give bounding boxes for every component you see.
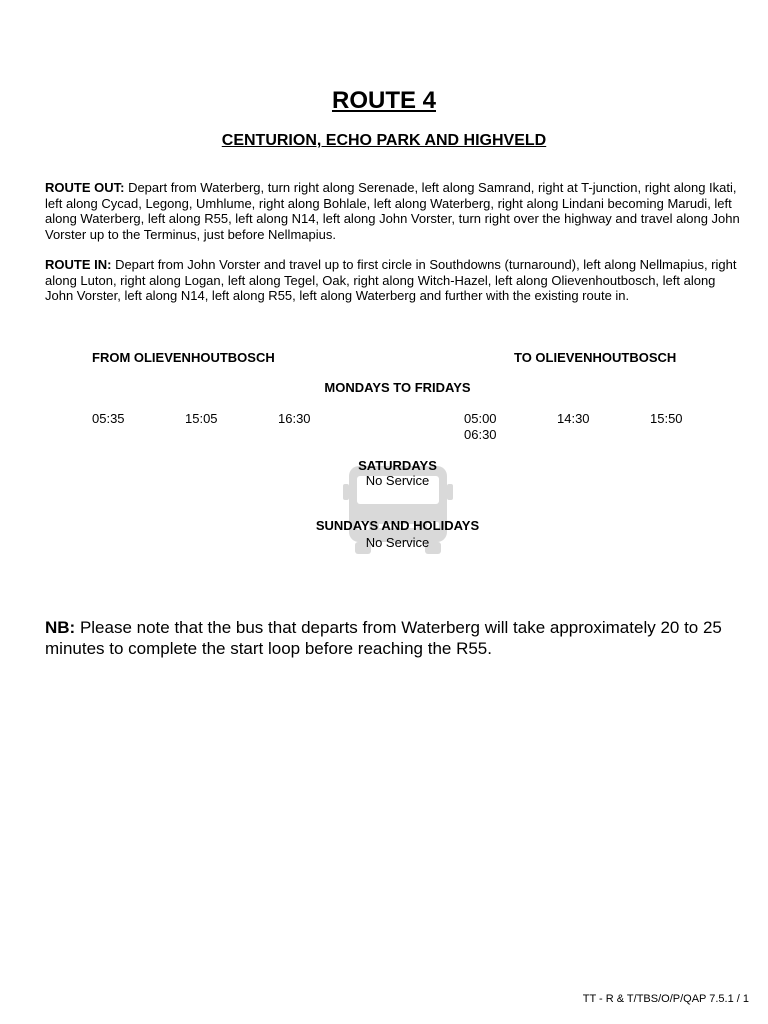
from-time: 15:05 — [185, 411, 218, 426]
from-time: 05:35 — [92, 411, 125, 426]
nb-text: Please note that the bus that departs from Waterberg will take approximately 20 to 25 minutes to complete the start loop before reaching the R55. — [45, 618, 722, 658]
to-time: 06:30 — [464, 427, 497, 442]
to-olievenhoutbosch-header: TO OLIEVENHOUTBOSCH — [514, 350, 677, 365]
saturdays-value: No Service — [365, 473, 430, 488]
route-out-label: ROUTE OUT: — [45, 180, 125, 195]
page-title: ROUTE 4 — [331, 87, 436, 114]
sundays-holidays-header: SUNDAYS AND HOLIDAYS — [315, 518, 480, 533]
route-in-label: ROUTE IN: — [45, 257, 112, 272]
to-time: 15:50 — [650, 411, 683, 426]
to-time: 14:30 — [557, 411, 590, 426]
route-out-text: Depart from Waterberg, turn right along Serenade, left along Samrand, right at T-junction, right along Ikati, left along Cycad, Legong, Umhlume, right along Bohlale, left along Waterberg, right along Lindani becoming Marudi, left along Waterberg, left along R55, left along N14, left along John Vorster, turn right over the highway and travel along John Vorster up to the Terminus, just before Nellmapius. — [45, 180, 740, 242]
to-time: 05:00 — [464, 411, 497, 426]
from-time: 16:30 — [278, 411, 311, 426]
sundays-holidays-value: No Service — [365, 535, 430, 550]
nb-label: NB: — [45, 618, 76, 637]
route-in-paragraph — [45, 257, 745, 304]
route-out-paragraph — [45, 180, 745, 242]
from-olievenhoutbosch-header: FROM OLIEVENHOUTBOSCH — [92, 350, 275, 365]
page-subtitle: CENTURION, ECHO PARK AND HIGHVELD — [221, 132, 547, 149]
saturdays-header: SATURDAYS — [358, 458, 437, 473]
document-reference: TT - R & T/TBS/O/P/QAP 7.5.1 / 1 — [582, 993, 749, 1005]
route-in-text: Depart from John Vorster and travel up to first circle in Southdowns (turnaround), left along Nellmapius, right along Luton, right along Logan, left along Tegel, Oak, right along Witch-Hazel, left along Olievenhoutbosch, left along John Vorster, left along N14, left along R55, left along Waterberg and further with the existing route in. — [45, 257, 737, 303]
weekdays-header: MONDAYS TO FRIDAYS — [324, 380, 471, 395]
nb-note — [45, 617, 755, 659]
